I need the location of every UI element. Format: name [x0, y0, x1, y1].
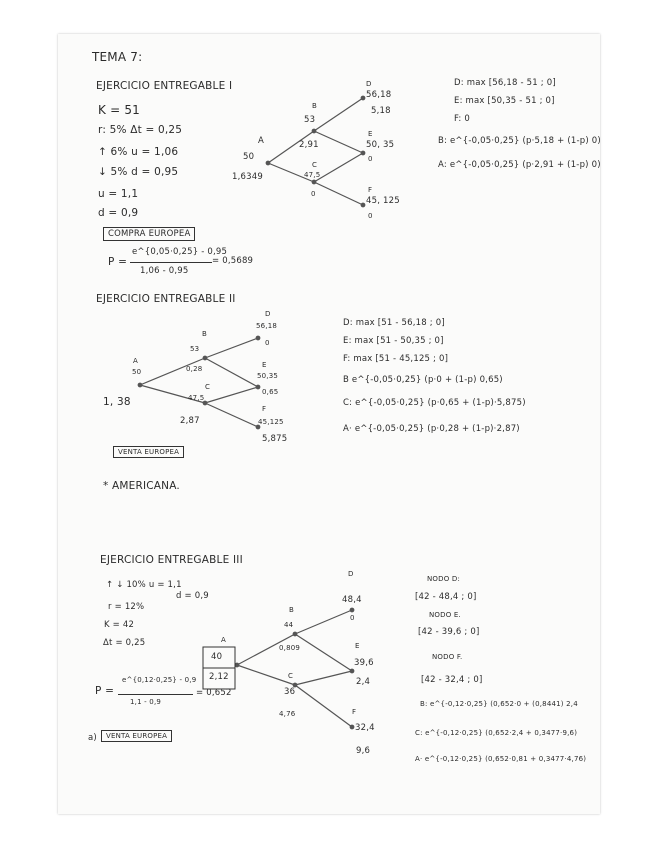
ex3-node-B-value: 0,809 — [279, 644, 301, 652]
ex3-node-C-label: C — [288, 672, 294, 680]
ex3-node-E-label: E — [355, 642, 360, 650]
ex1-method-box: COMPRA EUROPEA — [103, 227, 195, 241]
ex2-node-D-value: 0 — [265, 339, 270, 347]
ex2-node-F-value: 5,875 — [262, 434, 288, 444]
ex2-node-F-label: F — [262, 405, 267, 413]
ex2-node-A-value: 1, 38 — [103, 396, 131, 408]
ex3-node-B-price: 44 — [284, 621, 294, 629]
ex2-node-D-price: 56,18 — [256, 322, 278, 330]
ex3-method-prefix: a) — [88, 733, 97, 743]
ex3-node-D-price: 48,4 — [342, 595, 362, 605]
ex3-A-formula: A· e^{-0,12·0,25} (0,652·0,81 + 0,3477·4,76) — [415, 755, 587, 763]
ex2-note: F: max [51 - 45,125 ; 0] — [343, 354, 449, 364]
ex3-node-E-price: 39,6 — [354, 658, 374, 668]
ex3-node-A-value: 2,12 — [209, 672, 229, 682]
ex3-param: ↑ ↓ 10% u = 1,1 — [106, 580, 182, 590]
ex3-note: [42 - 48,4 ; 0] — [415, 592, 477, 602]
ex1-param: r: 5% Δt = 0,25 — [98, 124, 183, 136]
ex1-node-C-label: C — [312, 161, 318, 169]
ex1-node-C-price: 47,5 — [304, 171, 321, 179]
ex3-node-C-value: 4,76 — [279, 710, 296, 718]
ex3-node-D-label: D — [348, 570, 354, 578]
ex3-C-formula: C: e^{-0,12·0,25} (0,652·2,4 + 0,3477·9,6) — [415, 729, 578, 737]
ex3-p-result: = 0,652 — [196, 688, 232, 698]
ex1-node-D-value: 5,18 — [371, 106, 391, 116]
ex1-note: D: max [56,18 - 51 ; 0] — [454, 78, 556, 88]
ex2-method-box: VENTA EUROPEA — [113, 446, 184, 458]
ex1-p-result: = 0,5689 — [212, 256, 254, 266]
ex2-node-E-value: 0,65 — [262, 388, 279, 396]
ex1-param: u = 1,1 — [98, 188, 139, 200]
ex3-node-B-label: B — [289, 606, 295, 614]
ex1-node-F-label: F — [368, 186, 373, 194]
ex1-node-F-value: 0 — [368, 212, 373, 220]
ex2-B-formula: B e^{-0,05·0,25} (p·0 + (1-p) 0,65) — [343, 375, 503, 385]
ex3-node-F-value: 9,6 — [356, 746, 371, 756]
ex2-node-C-value: 2,87 — [180, 416, 200, 426]
ex3-param: d = 0,9 — [176, 591, 209, 601]
ex1-node-B-label: B — [312, 102, 318, 110]
ex1-node-A-value: 1,6349 — [232, 172, 263, 182]
ex2-node-C-label: C — [205, 383, 211, 391]
ex3-method-box: VENTA EUROPEA — [101, 730, 172, 742]
ex2-node-C-price: 47,5 — [188, 394, 205, 402]
ex3-note: [42 - 39,6 ; 0] — [418, 627, 480, 637]
ex1-node-A-label: A — [258, 136, 265, 146]
ex3-note: NODO D: — [427, 575, 461, 583]
fraction-bar — [118, 694, 193, 695]
ex3-note: [42 - 32,4 ; 0] — [421, 675, 483, 685]
ex1-node-E-price: 50, 35 — [366, 140, 395, 150]
ex2-node-B-label: B — [202, 330, 208, 338]
ex3-param: r = 12% — [108, 602, 145, 612]
ex3-node-F-price: 32,4 — [355, 723, 375, 733]
ex1-node-D-price: 56,18 — [366, 90, 392, 100]
ex3-node-E-value: 2,4 — [356, 677, 371, 687]
ex2-note: E: max [51 - 50,35 ; 0] — [343, 336, 444, 346]
ex1-param: d = 0,9 — [98, 207, 139, 219]
ex2-C-formula: C: e^{-0,05·0,25} (p·0,65 + (1-p)·5,875) — [343, 398, 526, 408]
ex2-node-B-value: 0,28 — [186, 365, 203, 373]
ex3-node-A-price: 40 — [211, 652, 223, 662]
ex3-note: NODO E. — [429, 611, 461, 619]
ex1-node-B-value: 2,91 — [299, 140, 319, 150]
ex1-node-B-price: 53 — [304, 115, 316, 125]
ex1-heading: EJERCICIO ENTREGABLE I — [96, 80, 233, 92]
ex1-node-F-price: 45, 125 — [366, 196, 400, 206]
ex1-node-A-price: 50 — [243, 152, 255, 162]
ex3-param: K = 42 — [104, 620, 135, 630]
ex3-node-F-label: F — [352, 708, 357, 716]
ex2-node-E-label: E — [262, 361, 267, 369]
ex3-node-D-value: 0 — [350, 614, 355, 622]
fraction-bar — [130, 262, 212, 263]
ex3-p-numerator: e^{0,12·0,25} - 0,9 — [122, 676, 197, 684]
ex2-node-A-price: 50 — [132, 368, 142, 376]
ex2-node-E-price: 50,35 — [257, 372, 279, 380]
ex3-node-C-price: 36 — [284, 687, 296, 697]
ex1-node-E-label: E — [368, 130, 373, 138]
ex2-node-F-price: 45,125 — [258, 418, 284, 426]
ex1-p-numerator: e^{0,05·0,25} - 0,95 — [132, 247, 228, 257]
ex2-A-formula: A· e^{-0,05·0,25} (p·0,28 + (1-p)·2,87) — [343, 424, 520, 434]
ex2-node-A-label: A — [133, 357, 138, 365]
ex3-node-A-label: A — [221, 636, 226, 644]
ex1-B-formula: B: e^{-0,05·0,25} (p·5,18 + (1-p) 0) — [438, 136, 601, 146]
ex1-param: K = 51 — [98, 103, 141, 117]
ex1-p-denominator: 1,06 - 0,95 — [140, 266, 189, 276]
ex1-note: F: 0 — [454, 114, 471, 124]
ex2-node-B-price: 53 — [190, 345, 200, 353]
ex1-A-formula: A: e^{-0,05·0,25} (p·2,91 + (1-p) 0) — [438, 160, 601, 170]
ex3-p-denominator: 1,1 - 0,9 — [130, 698, 162, 706]
ex1-node-E-value: 0 — [368, 155, 373, 163]
ex1-node-C-value: 0 — [311, 190, 316, 198]
ex1-param: ↑ 6% u = 1,06 — [98, 146, 179, 158]
ex3-B-formula: B: e^{-0,12·0,25} (0,652·0 + (0,8441) 2,4 — [420, 700, 578, 708]
ex1-p-lhs: P = — [108, 256, 128, 268]
ex3-p-lhs: P = — [95, 685, 115, 697]
ex2-note: D: max [51 - 56,18 ; 0] — [343, 318, 445, 328]
ex2-node-D-label: D — [265, 310, 271, 318]
ex3-heading: EJERCICIO ENTREGABLE III — [100, 554, 243, 566]
ex3-param: Δt = 0,25 — [103, 638, 146, 648]
ex1-param: ↓ 5% d = 0,95 — [98, 166, 179, 178]
ex2-american-note: * AMERICANA. — [103, 480, 180, 492]
ex3-note: NODO F. — [432, 653, 463, 661]
ex1-node-D-label: D — [366, 80, 372, 88]
ex2-heading: EJERCICIO ENTREGABLE II — [96, 293, 236, 305]
page-title: TEMA 7: — [92, 50, 143, 64]
ex1-note: E: max [50,35 - 51 ; 0] — [454, 96, 555, 106]
